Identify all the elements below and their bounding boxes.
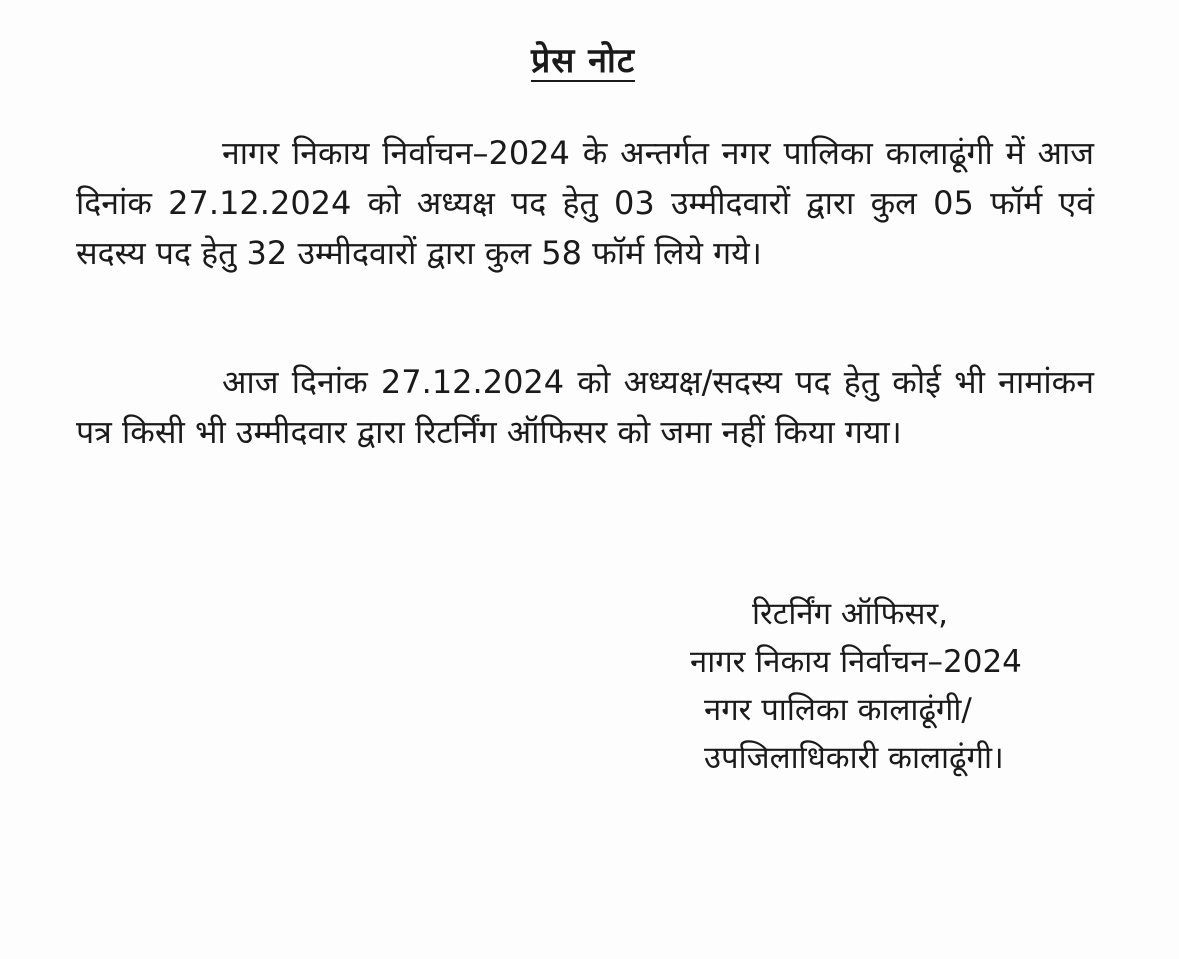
paragraph-forms-taken: नागर निकाय निर्वाचन–2024 के अन्तर्गत नगर पालिका कालाढूंगी में आज दिनांक 27.12.2024 को अध्यक्ष पद हेतु 03 उम्मीदवारों द्वारा कुल 05 फॉर्म एवं सदस्य पद हेतु 32 उम्मीदवारों द्वारा कुल 58 फॉर्म लिये गये। <box>76 134 1094 272</box>
signature-municipality: नगर पालिका कालाढूंगी/ <box>704 692 972 728</box>
page-title <box>0 36 1166 82</box>
signature-designation: रिटर्निंग ऑफिसर, <box>752 596 949 632</box>
page-title-text: प्रेस नोट <box>531 41 635 81</box>
signature-block <box>690 590 1110 782</box>
paragraph-nominations: आज दिनांक 27.12.2024 को अध्यक्ष/सदस्य पद हेतु कोई भी नामांकन पत्र किसी भी उम्मीदवार द्वारा रिटर्निंग ऑफिसर को जमा नहीं किया गया। <box>76 363 1094 451</box>
signature-election: नागर निकाय निर्वाचन–2024 <box>690 644 1022 680</box>
signature-subdivision-officer: उपजिलाधिकारी कालाढूंगी। <box>704 740 1004 776</box>
